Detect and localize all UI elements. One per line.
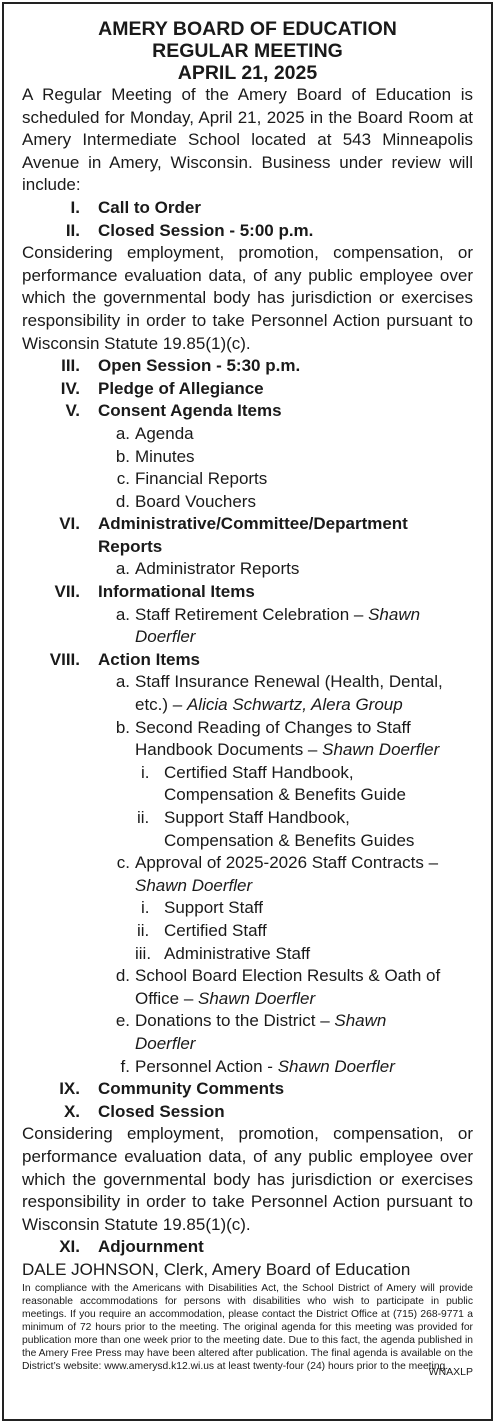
sub-item [22,468,473,491]
presenter-cont: Doerfler [135,627,196,647]
sub-sub-text-cont: Compensation & Benefits Guide [164,785,406,805]
item-number: II. [65,220,80,240]
sub-text-cont: Office – [135,988,198,1008]
presenter: Alicia Schwartz, Alera Group [186,695,403,715]
legal-notice [2,2,493,1421]
sub-text: Donations to the District – [135,1011,335,1031]
presenter: Shawn Doerfler [322,740,440,760]
agenda-item-iii [22,355,473,378]
ada-fine-print: In compliance with the Americans with Disabilities Act, the School District of Amery will provide reasonable accommodations for persons with disabilities who wish to participate in public meetings. If you require an accommodation, please contact the District Office at (715) 268-9771 a minimum of 72 hours prior to the meeting. The original agenda for this meeting was provided for publication more than one week prior to the meeting date. Due to this fact, the agenda published in the Amery Free Press may have been altered after publication. The final agenda is available on the District’s website: www.amerysd.k12.wi.us at least twenty-four (24) hours prior to the meeting. [22,1282,473,1373]
item-label: Consent Agenda Items [98,401,282,421]
sub-item [22,446,473,469]
sub-mark: b. [115,446,130,466]
sub-item [22,671,473,716]
sub-text: Staff Retirement Celebration – [135,604,369,624]
presenter: Shawn [334,1011,387,1031]
sub-text: Staff Insurance Renewal (Health, Dental, [135,672,443,692]
title-line-1: AMERY BOARD OF EDUCATION [98,18,397,40]
sub-sub-text: Certified Staff Handbook, [164,762,354,782]
sub-mark: a. [115,559,130,579]
sub-sub-text: Certified Staff [164,920,267,940]
sub-sub-item [22,897,473,920]
sub-sub-mark: iii. [135,943,152,963]
agenda-item-ii [22,220,473,243]
sub-text: Board Vouchers [135,491,256,511]
sub-sub-item [22,807,473,852]
sub-mark: a. [115,423,130,443]
sub-text: School Board Election Results & Oath of [135,966,441,986]
item-label: Call to Order [98,197,201,217]
intro-paragraph: A Regular Meeting of the Amery Board of Education is scheduled for Monday, April 21, 2025 in the Board Room at Amery Intermediate School located at 543 Minneapolis Avenue in Amery, Wisconsin. Business under review will include: [22,85,473,195]
agenda-item-xi [22,1236,473,1259]
agenda-item-x [22,1101,473,1124]
sub-sub-item [22,762,473,807]
sub-mark: f. [120,1056,130,1076]
sub-sub-mark: i. [141,762,150,782]
presenter-cont: Doerfler [135,1033,196,1053]
sub-mark: c. [116,853,130,873]
item-label: Informational Items [98,582,255,602]
item-label: Action Items [98,649,201,669]
sub-item [22,604,473,649]
item-number: IX. [59,1079,80,1099]
item-label: Adjournment [98,1237,204,1257]
sub-sub-mark: ii. [137,920,150,940]
publication-code: WNAXLP [428,1365,473,1378]
sub-text: Second Reading of Changes to Staff [135,717,411,737]
agenda-item-viii [22,649,473,672]
sub-item [22,1010,473,1055]
sub-sub-text: Support Staff [164,898,263,918]
notice-title [22,18,473,84]
agenda-item-vi [22,513,473,558]
agenda-item-i [22,197,473,220]
sub-item [22,558,473,581]
agenda-item-ix [22,1078,473,1101]
sub-item [22,717,473,762]
sub-mark: a. [115,672,130,692]
item-number: III. [61,356,80,376]
sub-mark: a. [115,604,130,624]
sub-text-cont: Handbook Documents – [135,740,323,760]
sub-mark: c. [116,469,130,489]
sub-sub-text: Administrative Staff [164,943,311,963]
sub-text: Approval of 2025-2026 Staff Contracts – [135,853,439,873]
closed-session-paragraph-2: Considering employment, promotion, compensation, or performance evaluation data, of any public employee over which the governmental body has jurisdiction or exercises responsibility in order to take Personnel Action pursuant to Wisconsin Statute 19.85(1)(c). [22,1124,473,1234]
item-label: Pledge of Allegiance [98,378,264,398]
closed-session-paragraph: Considering employment, promotion, compensation, or performance evaluation data, of any public employee over which the governmental body has jurisdiction or exercises responsibility in order to take Personnel Action pursuant to Wisconsin Statute 19.85(1)(c). [22,243,473,353]
item-number: XI. [59,1237,80,1257]
item-number: VI. [59,514,80,534]
item-number: V. [65,401,80,421]
sub-sub-text: Support Staff Handbook, [164,808,350,827]
sub-mark: b. [115,717,130,737]
item-label: Closed Session - 5:00 p.m. [98,220,314,240]
sub-text: Minutes [135,446,195,466]
title-line-2: REGULAR MEETING [152,40,343,62]
item-label-line-2: Reports [98,536,163,556]
sub-sub-mark: ii. [137,808,150,827]
sub-text-cont: etc.) – [135,695,187,715]
sub-item [22,852,473,897]
agenda-item-v [22,400,473,423]
presenter: Shawn Doerfler [198,988,316,1008]
sub-item [22,1056,473,1079]
presenter: Shawn Doerfler [277,1056,395,1076]
sub-sub-item [22,920,473,943]
item-number: VIII. [49,649,80,669]
clerk-signature: DALE JOHNSON, Clerk, Amery Board of Education [22,1259,411,1279]
presenter: Shawn [368,604,421,624]
agenda-item-vii [22,581,473,604]
item-number: VII. [54,582,80,602]
item-label: Community Comments [98,1079,285,1099]
item-number: X. [63,1101,80,1121]
sub-mark: e. [115,1011,130,1031]
presenter: Shawn Doerfler [135,875,253,895]
sub-sub-text-cont: Compensation & Benefits Guides [164,830,415,850]
agenda-item-iv [22,378,473,401]
item-label-line-1: Administrative/Committee/Department [98,514,408,534]
sub-sub-item [22,943,473,966]
sub-text: Personnel Action - [135,1056,278,1076]
sub-text: Administrator Reports [135,559,300,579]
sub-mark: d. [115,491,130,511]
notice-body [4,4,491,1378]
title-line-3: APRIL 21, 2025 [177,62,318,84]
sub-sub-mark: i. [141,898,150,918]
item-label: Closed Session [98,1101,225,1121]
item-number: I. [70,197,80,217]
item-number: IV. [60,378,80,398]
sub-text: Financial Reports [135,469,268,489]
sub-item [22,965,473,1010]
sub-mark: d. [115,966,130,986]
sub-item [22,491,473,514]
sub-item [22,423,473,446]
sub-text: Agenda [135,423,194,443]
item-label: Open Session - 5:30 p.m. [98,356,301,376]
